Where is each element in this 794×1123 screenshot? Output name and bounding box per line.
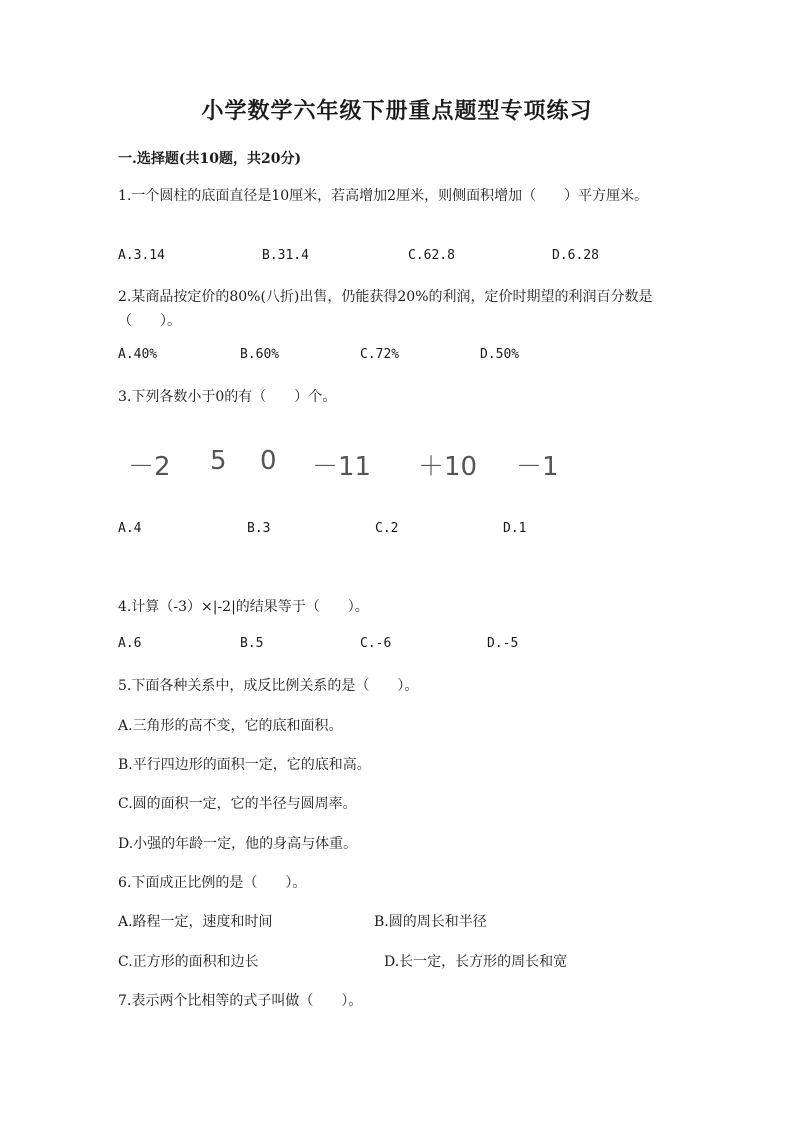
page-title: 小学数学六年级下册重点题型专项练习 <box>201 98 593 124</box>
q6-option-c: C.正方形的面积和边长 <box>118 954 259 970</box>
question-7-text: 7.表示两个比相等的式子叫做（ ）。 <box>118 993 363 1009</box>
q3-option-c: C.2 <box>375 521 399 536</box>
q5-option-c: C.圆的面积一定，它的半径与圆周率。 <box>118 796 357 812</box>
section-heading: 一.选择题(共10题，共20分) <box>118 151 302 167</box>
number-item: －1 <box>516 452 559 482</box>
question-4-text: 4.计算（-3）×|-2|的结果等于（ ）。 <box>118 599 369 615</box>
q1-option-c: C.62.8 <box>408 248 455 263</box>
q4-option-a: A.6 <box>118 636 142 651</box>
q6-option-a: A.路程一定，速度和时间 <box>118 914 273 930</box>
q2-option-c: C.72% <box>360 347 400 362</box>
question-6-text: 6.下面成正比例的是（ ）。 <box>118 875 307 891</box>
q5-option-d: D.小强的年龄一定，他的身高与体重。 <box>118 836 358 852</box>
q3-option-b: B.3 <box>247 521 271 536</box>
q1-option-d: D.6.28 <box>552 248 599 263</box>
q6-option-d: D.长一定，长方形的周长和宽 <box>384 954 568 970</box>
q1-option-a: A.3.14 <box>118 248 165 263</box>
q4-option-c: C.-6 <box>360 636 392 651</box>
number-item: 5 <box>210 446 227 476</box>
number-item: ＋10 <box>418 452 478 482</box>
q4-option-b: B.5 <box>240 636 264 651</box>
number-item: －2 <box>128 452 171 482</box>
q5-option-a: A.三角形的高不变，它的底和面积。 <box>118 718 343 734</box>
q2-option-b: B.60% <box>240 347 280 362</box>
number-list-image <box>120 440 580 484</box>
number-item: －11 <box>312 452 372 482</box>
q5-option-b: B.平行四边形的面积一定，它的底和高。 <box>118 757 371 773</box>
q4-option-d: D.-5 <box>487 636 519 651</box>
q2-option-a: A.40% <box>118 347 158 362</box>
q6-option-b: B.圆的周长和半径 <box>374 914 487 930</box>
number-item: 0 <box>260 446 277 476</box>
q3-option-d: D.1 <box>503 521 527 536</box>
q3-option-a: A.4 <box>118 521 142 536</box>
question-5-text: 5.下面各种关系中，成反比例关系的是（ ）。 <box>118 678 419 694</box>
question-2-text: 2.某商品按定价的80%(八折)出售，仍能获得20%的利润，定价时期望的利润百分数是（ ）。 <box>118 289 653 329</box>
question-1-text: 1.一个圆柱的底面直径是10厘米，若高增加2厘米，则侧面积增加（ ）平方厘米。 <box>118 188 649 204</box>
q2-option-d: D.50% <box>480 347 520 362</box>
question-3-text: 3.下列各数小于0的有（ ）个。 <box>118 389 337 405</box>
q1-option-b: B.31.4 <box>262 248 309 263</box>
